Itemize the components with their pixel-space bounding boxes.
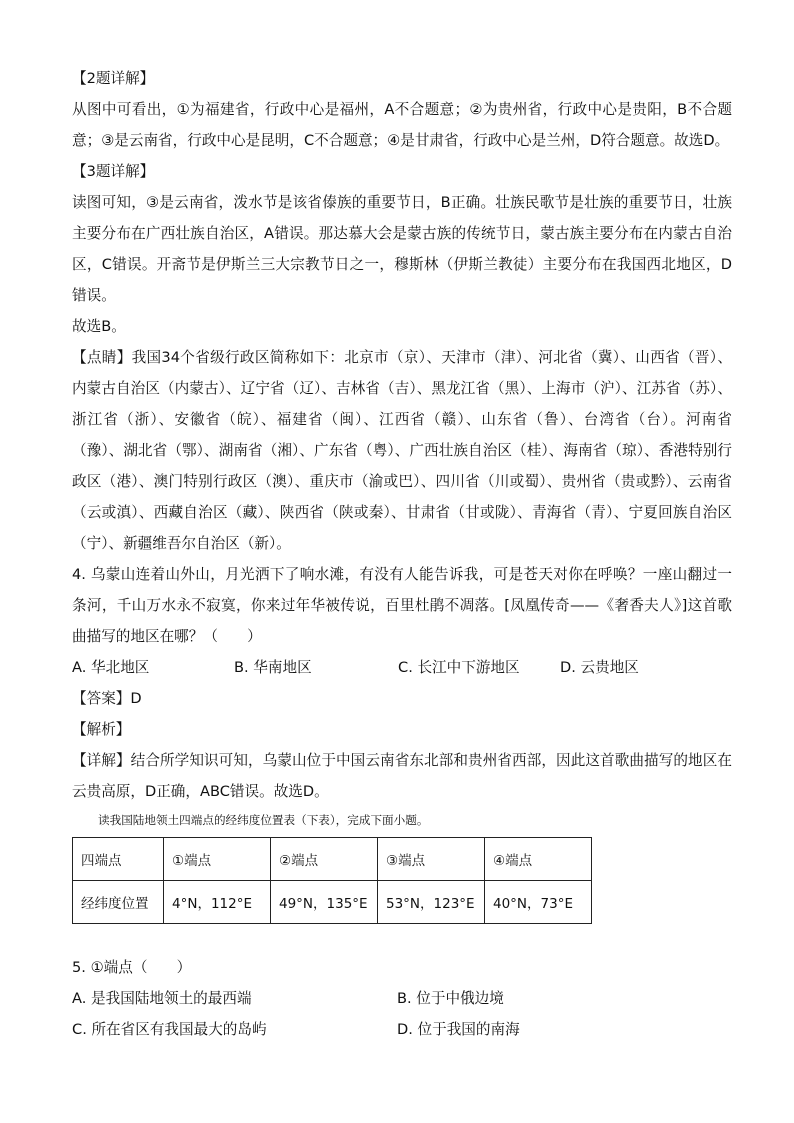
document-page xyxy=(72,63,732,1045)
q2-detail-tag: 【2题详解】 xyxy=(72,70,155,87)
q5-option-a: A. 是我国陆地领土的最西端 xyxy=(72,990,252,1007)
q4-option-d: D. 云贵地区 xyxy=(560,659,639,676)
table-cell: 经纬度位置 xyxy=(73,881,164,924)
q5-option-d: D. 位于我国的南海 xyxy=(397,1021,520,1038)
table-intro: 读我国陆地领土四端点的经纬度位置表（下表），完成下面小题。 xyxy=(98,813,429,827)
dianjing-paragraph xyxy=(72,342,732,559)
dianjing-text: 我国34个省级行政区简称如下：北京市（京）、天津市（津）、河北省（冀）、山西省（晋）、内蒙古自治区（内蒙古）、辽宁省（辽）、吉林省（吉）、黑龙江省（黑）、上海市（沪）、江苏省（苏）、浙江省（浙）、安徽省（皖）、福建省（闽）、江西省（赣）、山东省（鲁）、台湾省（台）。河南省（豫）、湖北省（鄂）、湖南省（湘）、广东省（粤）、广西壮族自治区（桂）、海南省（琼）、香港特别行政区（港）、澳门特别行政区（澳）、重庆市（渝或巴）、四川省（川或蜀）、贵州省（贵或黔）、云南省（云或滇）、西藏自治区（藏）、陕西省（陕或秦）、甘肃省（甘或陇）、青海省（青）、宁夏回族自治区（宁）、新疆维吾尔自治区（新）。 xyxy=(72,349,732,552)
table-header-cell: ①端点 xyxy=(164,838,271,881)
detail-tag: 【详解】 xyxy=(72,752,131,769)
q5-options-row1 xyxy=(72,983,732,1014)
table-cell: 4°N，112°E xyxy=(164,881,271,924)
q3-detail-text: 读图可知，③是云南省，泼水节是该省傣族的重要节日，B正确。壮族民歌节是壮族的重要节日，壮族主要分布在广西壮族自治区，A错误。那达慕大会是蒙古族的传统节日，蒙古族主要分布在内蒙古自治区，C错误。开斋节是伊斯兰三大宗教节日之一，穆斯林（伊斯兰教徒）主要分布在我国西北地区，D错误。 xyxy=(72,194,732,304)
q5-stem: 5. ①端点（ ） xyxy=(72,959,192,976)
detail-text: 结合所学知识可知，乌蒙山位于中国云南省东北部和贵州省西部，因此这首歌曲描写的地区在云贵高原，D正确，ABC错误。故选D。 xyxy=(72,752,732,800)
q5-options-row2 xyxy=(72,1014,732,1045)
q5-option-c: C. 所在省区有我国最大的岛屿 xyxy=(72,1021,267,1038)
q4-analysis-tag: 【解析】 xyxy=(72,721,131,738)
q4-answer xyxy=(72,683,732,714)
table-header-cell: ③端点 xyxy=(378,838,485,881)
q4-options xyxy=(72,652,732,683)
table-cell: 53°N，123°E xyxy=(378,881,485,924)
answer-value: D xyxy=(130,690,142,707)
q2-detail-text: 从图中可看出，①为福建省，行政中心是福州，A不合题意；②为贵州省，行政中心是贵阳，B不合题意；③是云南省，行政中心是昆明，C不合题意；④是甘肃省，行政中心是兰州，D符合题意。故选D。 xyxy=(72,101,732,149)
table-header-cell: ②端点 xyxy=(271,838,378,881)
endpoints-table xyxy=(72,837,592,924)
table-cell: 49°N，135°E xyxy=(271,881,378,924)
answer-tag: 【答案】 xyxy=(72,690,131,707)
table-header-cell: ④端点 xyxy=(485,838,592,881)
table-cell: 40°N，73°E xyxy=(485,881,592,924)
table-row xyxy=(73,881,592,924)
q3-detail-tag: 【3题详解】 xyxy=(72,163,155,180)
q4-option-a: A. 华北地区 xyxy=(72,659,150,676)
q4-option-b: B. 华南地区 xyxy=(234,659,312,676)
dianjing-tag: 【点睛】 xyxy=(72,349,132,366)
q4-option-c: C. 长江中下游地区 xyxy=(398,659,520,676)
q4-stem: 4. 乌蒙山连着山外山，月光洒下了响水滩，有没有人能告诉我，可是苍天对你在呼唤？一座山翻过一条河，千山万水永不寂寞，你来过年华被传说，百里杜鹃不凋落。[凤凰传奇——《奢香夫人》]这首歌曲描写的地区在哪？（ ） xyxy=(72,566,732,645)
table-header-row xyxy=(73,838,592,881)
q3-conclusion: 故选B。 xyxy=(72,318,126,335)
q4-detail xyxy=(72,745,732,807)
table-header-cell: 四端点 xyxy=(73,838,164,881)
q5-option-b: B. 位于中俄边境 xyxy=(397,990,504,1007)
